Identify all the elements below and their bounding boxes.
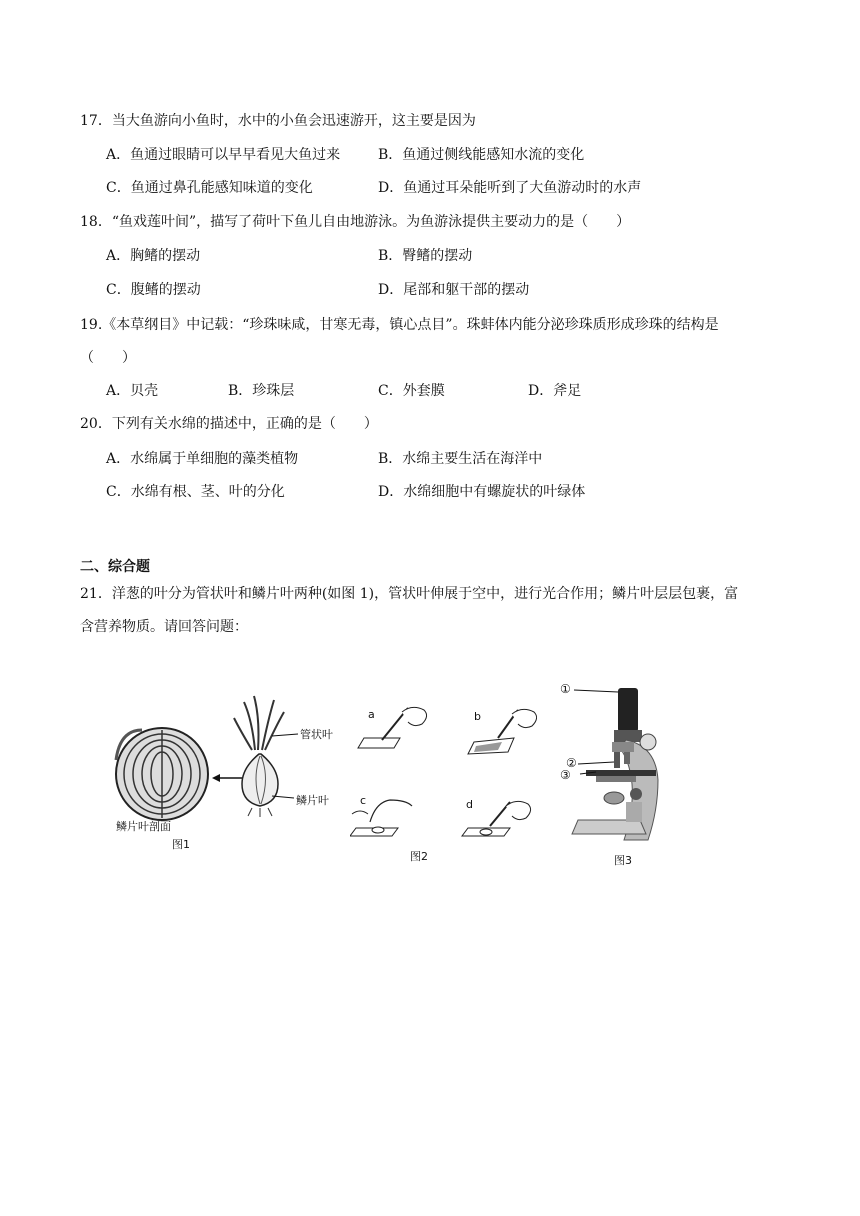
q20-option-d: D．水绵细胞中有螺旋状的叶绿体 xyxy=(378,484,586,500)
label-scale-leaf: 鳞片叶 xyxy=(296,794,329,807)
scale-leaf-section-image xyxy=(116,728,208,820)
step-a-label: a xyxy=(368,708,375,721)
q20-stem: 20．下列有关水绵的描述中，正确的是（ ） xyxy=(80,416,378,432)
label-tube-leaf: 管状叶 xyxy=(300,728,333,741)
figure-2-slide-steps xyxy=(350,694,550,866)
q20-option-a: A．水绵属于单细胞的藻类植物 xyxy=(106,451,299,467)
step-c-label: c xyxy=(360,794,367,807)
q20-option-b: B．水绵主要生活在海洋中 xyxy=(378,451,543,467)
figure-3-caption: 图3 xyxy=(614,854,632,867)
q18-option-c: C．腹鳍的摆动 xyxy=(106,282,201,298)
figure-3-microscope xyxy=(556,680,676,868)
q18-option-a: A．胸鳍的摆动 xyxy=(106,248,201,264)
q21-line2: 含营养物质。请回答问题： xyxy=(80,619,248,635)
q19-option-b: B．珍珠层 xyxy=(228,383,295,399)
marker-1: ① xyxy=(560,682,571,696)
q19-option-c: C．外套膜 xyxy=(378,383,445,399)
q18-option-b: B．臀鳍的摆动 xyxy=(378,248,473,264)
slide-steps-illustration xyxy=(350,694,550,844)
figure-2-caption: 图2 xyxy=(410,850,428,863)
q21-line1: 21．洋葱的叶分为管状叶和鳞片叶两种(如图 1)，管状叶伸展于空中，进行光合作用；鳞片叶层层包裹，富 xyxy=(80,586,739,602)
q19-option-a: A．贝壳 xyxy=(106,383,159,399)
onion-plant-image xyxy=(234,696,284,817)
marker-2: ② xyxy=(566,756,577,770)
q17-stem: 17．当大鱼游向小鱼时，水中的小鱼会迅速游开，这主要是因为 xyxy=(80,113,476,129)
q20-option-c: C．水绵有根、茎、叶的分化 xyxy=(106,484,285,500)
step-d-label: d xyxy=(466,798,473,811)
q18-option-d: D．尾部和躯干部的摆动 xyxy=(378,282,530,298)
q18-stem: 18．“鱼戏莲叶间”，描写了荷叶下鱼儿自由地游泳。为鱼游泳提供主要动力的是（ ） xyxy=(80,214,631,230)
q17-option-c: C．鱼通过鼻孔能感知味道的变化 xyxy=(106,180,313,196)
q19-paren: （ ） xyxy=(80,350,136,366)
q19-option-d: D．斧足 xyxy=(528,383,582,399)
label-scale-section: 鳞片叶剖面 xyxy=(116,820,171,833)
marker-3: ③ xyxy=(560,768,571,782)
q17-option-a: A．鱼通过眼睛可以早早看见大鱼过来 xyxy=(106,147,341,163)
q17-option-d: D．鱼通过耳朵能听到了大鱼游动时的水声 xyxy=(378,180,642,196)
figure-1-onion xyxy=(112,690,352,850)
step-b-label: b xyxy=(474,710,481,723)
section-title: 二、综合题 xyxy=(80,559,150,575)
figure-1-caption: 图1 xyxy=(172,838,190,851)
q17-option-b: B．鱼通过侧线能感知水流的变化 xyxy=(378,147,585,163)
q19-stem: 19.《本草纲目》中记载：“珍珠味咸，甘寒无毒，镇心点目”。珠蚌体内能分泌珍珠质形成珍珠的结构是 xyxy=(80,317,719,333)
